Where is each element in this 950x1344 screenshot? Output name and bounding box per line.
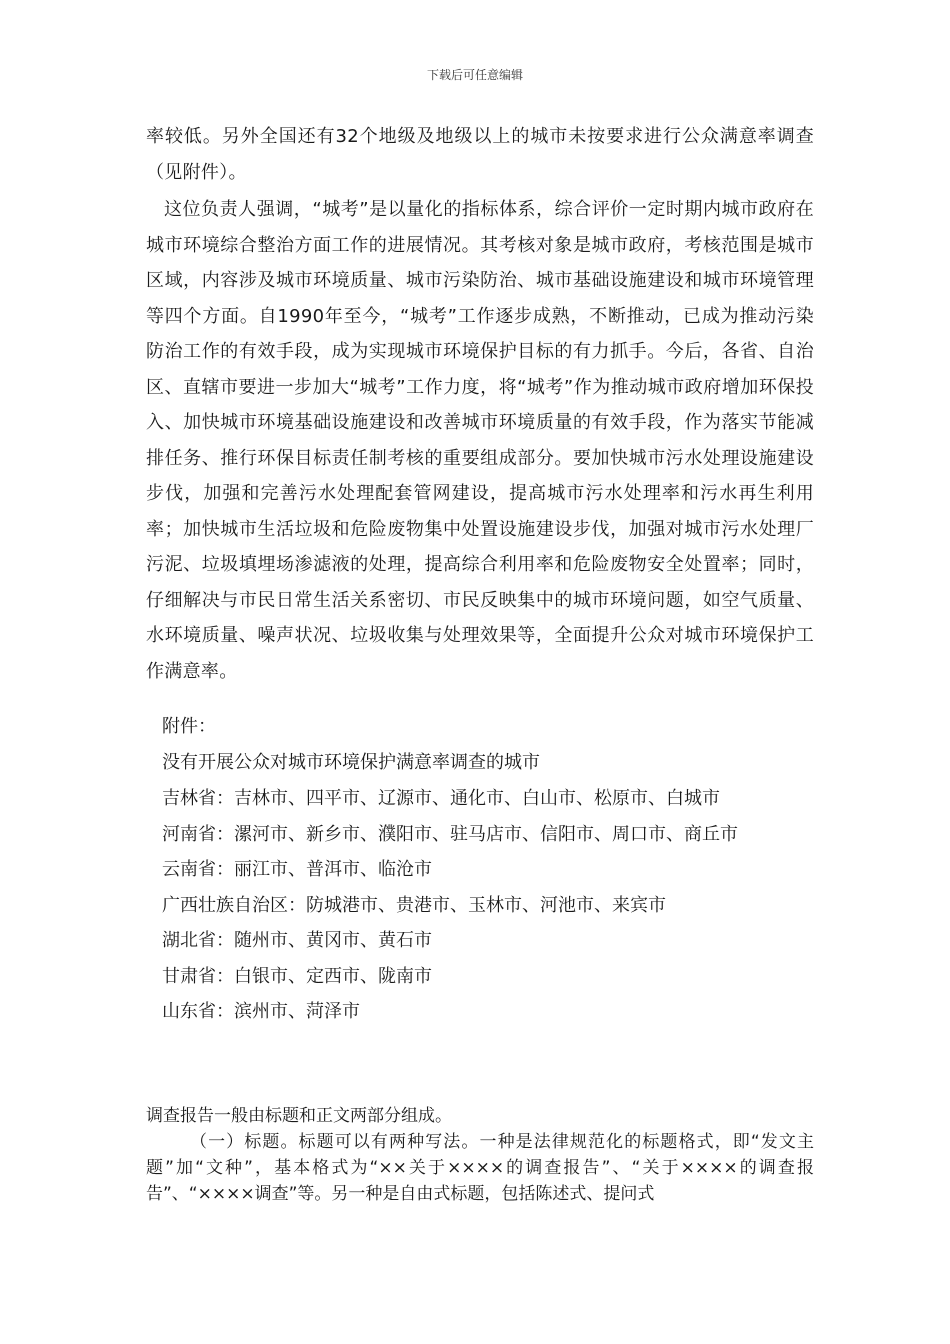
city-list <box>162 781 822 1030</box>
list-item: 广西壮族自治区：防城港市、贵港市、玉林市、河池市、来宾市 <box>162 894 666 916</box>
list-item: 湖北省：随州市、黄冈市、黄石市 <box>162 930 432 951</box>
report-title-section: （一）标题。标题可以有两种写法。一种是法律规范化的标题格式，即“发文主题”加“文种”，基本格式为“××关于××××的调查报告”、“关于××××的调查报告”、“××××调查”等。另一种是自由式标题，包括陈述式、提问式 <box>146 1132 814 1204</box>
list-item: 甘肃省：白银市、定西市、陇南市 <box>162 965 432 987</box>
report-intro: 调查报告一般由标题和正文两部分组成。 <box>146 1106 452 1126</box>
list-item: 山东省：滨州市、菏泽市 <box>162 1001 360 1022</box>
list-item: 云南省：丽江市、普洱市、临沧市 <box>162 859 432 880</box>
list-item: 河南省：漯河市、新乡市、濮阳市、驻马店市、信阳市、周口市、商丘市 <box>162 823 738 845</box>
list-item: 吉林省：吉林市、四平市、辽源市、通化市、白山市、松原市、白城市 <box>162 788 720 809</box>
paragraph-2: 这位负责人强调，“城考”是以量化的指标体系，综合评价一定时期内城市政府在城市环境综合整治方面工作的进展情况。其考核对象是城市政府，考核范围是城市区域，内容涉及城市环境质量、城市污染防治、城市基础设施建设和城市环境管理等四个方面。自1990年至今，“城考”工作逐步成熟，不断推动，已成为推动污染防治工作的有效手段，成为实现城市环境保护目标的有力抓手。今后，各省、自治区、直辖市要进一步加大“城考”工作力度，将“城考”作为推动城市政府增加环保投入、加快城市环境基础设施建设和改善城市环境质量的有效手段，作为落实节能减排任务、推行环保目标责任制考核的重要组成部分。要加快城市污水处理设施建设步伐，加强和完善污水处理配套管网建设，提高城市污水处理率和污水再生利用率；加快城市生活垃圾和危险废物集中处置设施建设步伐，加强对城市污水处理厂污泥、垃圾填埋场渗滤液的处理，提高综合利用率和危险废物安全处置率；同时，仔细解决与市民日常生活关系密切、市民反映集中的城市环境问题，如空气质量、水环境质量、噪声状况、垃圾收集与处理效果等，全面提升公众对城市环境保护工作满意率。 <box>146 199 814 682</box>
paragraph-1: 率较低。另外全国还有32个地级及地级以上的城市未按要求进行公众满意率调查（见附件）。 <box>146 126 814 183</box>
attachment-title: 没有开展公众对城市环境保护满意率调查的城市 <box>162 752 540 773</box>
attachment-label: 附件： <box>162 716 216 737</box>
header-note: 下载后可任意编辑 <box>426 68 523 82</box>
